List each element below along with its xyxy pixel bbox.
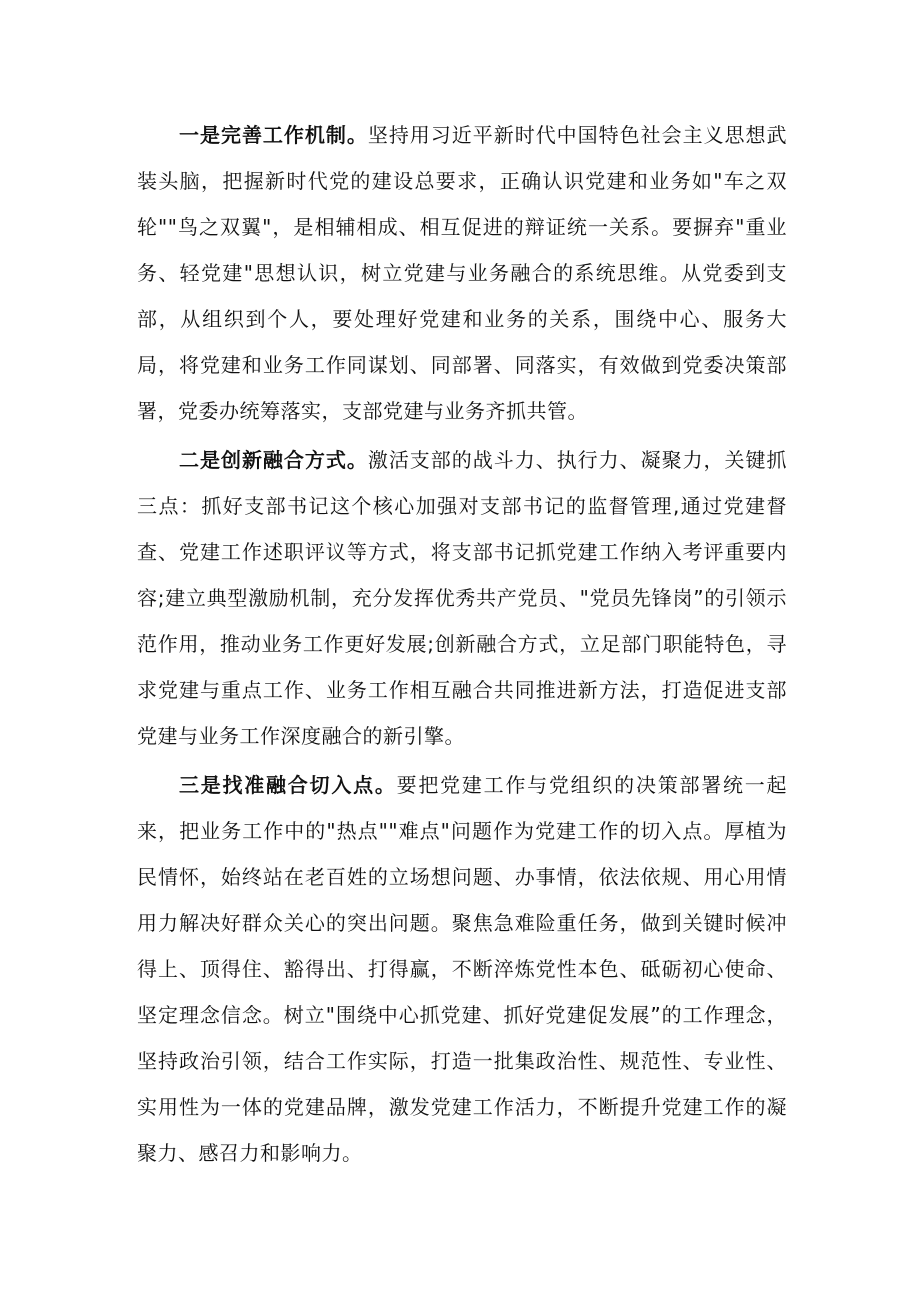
paragraph-2 <box>137 437 787 759</box>
paragraph-2-heading: 二是创新融合方式。 <box>179 448 368 472</box>
paragraph-2-text: 激活支部的战斗力、执行力、凝聚力，关键抓三点：抓好支部书记这个核心加强对支部书记的监督管理,通过党建督查、党建工作述职评议等方式，将支部书记抓党建工作纳入考评重要内容;建立典型激励机制，充分发挥优秀共产党员、"党员先锋岗”的引领示范作用，推动业务工作更好发展;创新融合方式，立足部门职能特色，寻求党建与重点工作、业务工作相互融合共同推进新方法，打造促进支部党建与业务工作深度融合的新引擎。 <box>137 448 788 748</box>
paragraph-1 <box>137 112 787 434</box>
document-body <box>137 112 787 1179</box>
paragraph-1-text: 坚持用习近平新时代中国特色社会主义思想武装头脑，把握新时代党的建设总要求，正确认识党建和业务如"车之双轮""鸟之双翼"，是相辅相成、相互促进的辩证统一关系。要摒弃"重业务、轻党建"思想认识，树立党建与业务融合的系统思维。从党委到支部，从组织到个人，要处理好党建和业务的关系，围绕中心、服务大局，将党建和业务工作同谋划、同部署、同落实，有效做到党委决策部署，党委办统筹落实，支部党建与业务齐抓共管。 <box>137 123 788 423</box>
paragraph-3-text: 要把党建工作与党组织的决策部署统一起来，把业务工作中的"热点""难点"问题作为党建工作的切入点。厚植为民情怀，始终站在老百姓的立场想问题、办事情，依法依规、用心用情用力解决好群众关心的突出问题。聚焦急难险重任务，做到关键时候冲得上、顶得住、豁得出、打得赢，不断淬炼党性本色、砥砺初心使命、坚定理念信念。树立"围绕中心抓党建、抓好党建促发展”的工作理念，坚持政治引领，结合工作实际，打造一批集政治性、规范性、专业性、实用性为一体的党建品牌，激发党建工作活力，不断提升党建工作的凝聚力、感召力和影响力。 <box>137 773 788 1165</box>
paragraph-3-heading: 三是找准融合切入点。 <box>179 773 397 797</box>
paragraph-3 <box>137 762 787 1176</box>
paragraph-1-heading: 一是完善工作机制。 <box>179 123 368 147</box>
